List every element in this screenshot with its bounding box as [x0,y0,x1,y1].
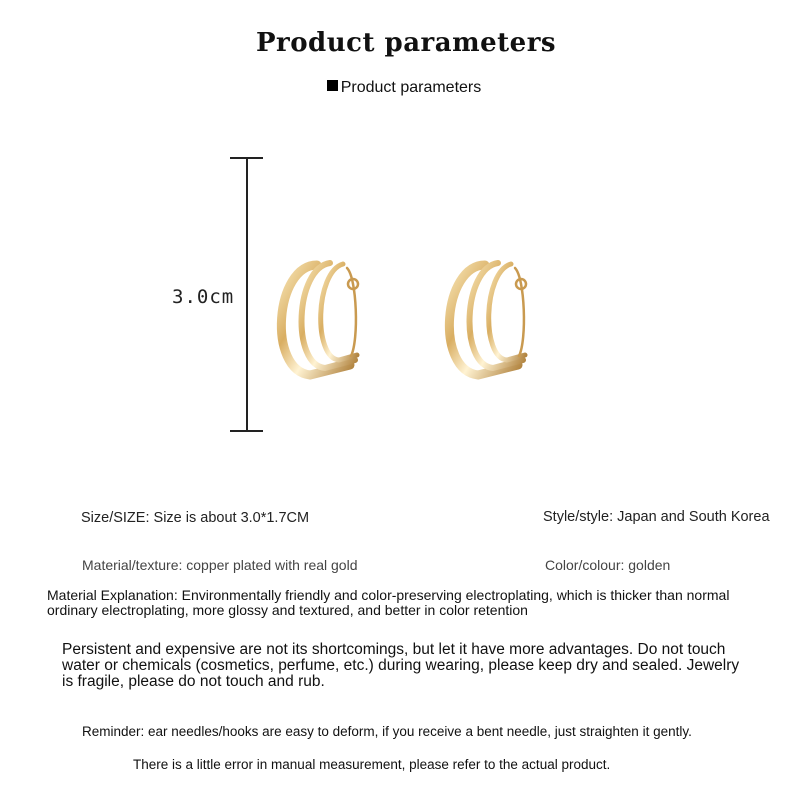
care-note: Persistent and expensive are not its shortcomings, but let it have more advantages. Do not touch water or chemicals (cosmetics, perfume, etc.) during wearing, please keep dry and sealed. Jewelry is fragile, please do not touch and rub. [62,641,740,690]
material-explanation: Material Explanation: Environmentally friendly and color-preserving electroplating, which is thicker than normal ordinary electroplating, more glossy and textured, and better in color retention [47,587,730,618]
style-spec: Style/style: Japan and South Korea [543,509,770,525]
earring-left [281,263,358,375]
measurement-vertical-line [246,157,248,432]
size-spec: Size/SIZE: Size is about 3.0*1.7CM [81,510,310,526]
square-bullet-icon [327,80,338,91]
earrings-product-image [255,250,565,390]
earring-right [449,263,526,375]
page-title: Product parameters [255,28,557,58]
measurement-bottom-tick [230,430,263,432]
section-heading-label: Product parameters [340,79,482,96]
material-spec: Material/texture: copper plated with real gold [82,557,358,573]
dimension-label: 3.0cm [172,286,235,308]
section-heading [0,79,800,97]
color-spec: Color/colour: golden [545,557,671,573]
reminder-note: Reminder: ear needles/hooks are easy to deform, if you receive a bent needle, just straighten it gently. [82,724,692,739]
measurement-note: There is a little error in manual measurement, please refer to the actual product. [133,757,611,772]
